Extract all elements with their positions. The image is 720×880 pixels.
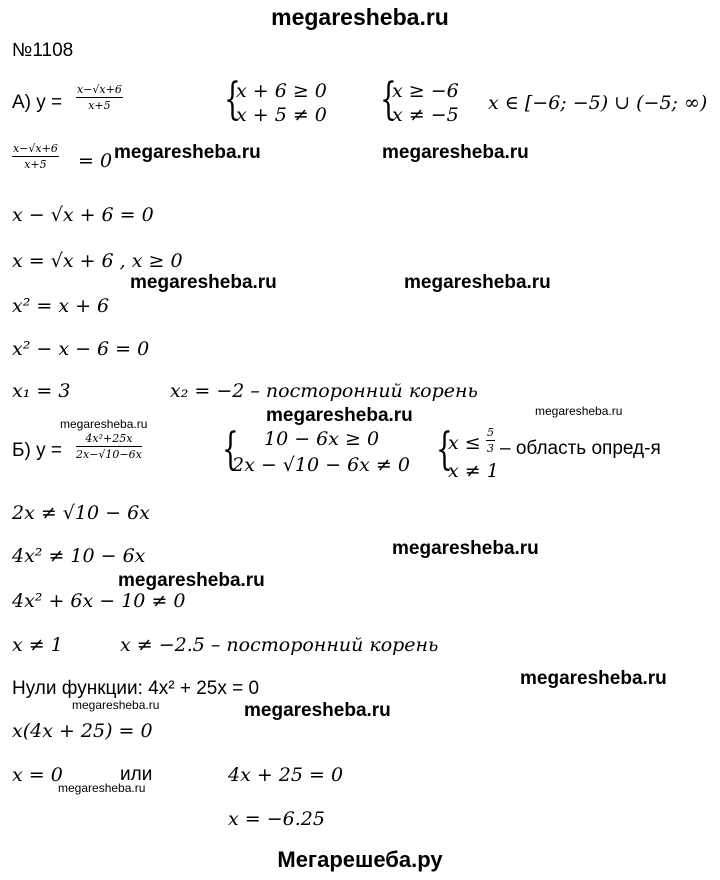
- part-b-zero2: 4x + 25 = 0: [228, 764, 344, 786]
- part-a-eq-num: x−√x+6: [13, 142, 58, 155]
- part-a-step2: x = √x + 6 , x ≥ 0: [12, 250, 183, 272]
- part-b-zero3: x = −6.25: [228, 808, 325, 830]
- part-a-frac-num: x−√x+6: [77, 83, 122, 96]
- part-b-system1-line1: 10 − 6x ≥ 0: [264, 428, 380, 450]
- watermark: megaresheba.ru: [244, 700, 391, 721]
- part-a-system2-brace: {: [380, 74, 397, 125]
- part-b-zero1: x = 0: [12, 764, 63, 786]
- part-a-domain: x ∈ [−6; −5) ∪ (−5; ∞): [488, 92, 708, 114]
- part-b-system1-brace: {: [222, 424, 239, 475]
- part-b-root2: x ≠ −2.5 – посторонний корень: [120, 634, 439, 656]
- watermark: megaresheba.ru: [382, 142, 529, 163]
- part-b-fraction: [76, 432, 142, 461]
- part-a-eq-fraction: [12, 142, 59, 171]
- part-a-system1-line2: x + 5 ≠ 0: [236, 104, 327, 126]
- part-b-system2-line1: [448, 432, 481, 454]
- part-b-system2-fraction: [486, 426, 495, 455]
- watermark: megaresheba.ru: [266, 405, 413, 426]
- part-a-frac-den: x+5: [88, 99, 111, 112]
- watermark: megaresheba.ru: [535, 404, 623, 418]
- part-a-eq-rhs: = 0: [78, 150, 113, 172]
- footer-site-title: Мегарешеба.ру: [277, 847, 443, 872]
- part-a-step3: x² = x + 6: [12, 295, 110, 317]
- part-a-system2-line1: x ≥ −6: [392, 80, 459, 102]
- watermark: megaresheba.ru: [118, 570, 265, 591]
- part-b-step1: 2x ≠ √10 − 6x: [12, 502, 150, 524]
- part-a-fraction: [76, 83, 123, 112]
- part-a-system2-line2: x ≠ −5: [392, 104, 459, 126]
- watermark: megaresheba.ru: [58, 781, 146, 795]
- part-b-root1: x ≠ 1: [12, 634, 63, 656]
- part-b-system2-b: x ≠ 1: [448, 460, 499, 482]
- watermark: megaresheba.ru: [72, 698, 160, 712]
- part-a-root2: x₂ = −2 – посторонний корень: [170, 380, 478, 402]
- part-a-label: А) y =: [12, 92, 63, 113]
- part-b-system1-line2: 2x − √10 − 6x ≠ 0: [232, 454, 410, 476]
- part-b-system2-frac-num: 5: [487, 426, 494, 439]
- problem-number: №1108: [12, 40, 74, 61]
- part-a-system1-brace: {: [224, 74, 241, 125]
- part-b-system2-note: – область опред-я: [500, 438, 661, 459]
- part-b-or: или: [120, 764, 153, 785]
- part-b-zeros-label: Нули функции: 4x² + 25x = 0: [12, 678, 260, 699]
- part-a-root1: x₁ = 3: [12, 380, 71, 402]
- part-b-system2-brace: {: [436, 424, 453, 475]
- part-b-frac-num: 4x²+25x: [76, 432, 142, 447]
- part-b-step3: 4x² + 6x − 10 ≠ 0: [12, 590, 186, 612]
- part-b-system2-a: x ≤: [448, 432, 481, 454]
- part-b-label: Б) y =: [12, 440, 62, 461]
- part-b-step2: 4x² ≠ 10 − 6x: [12, 545, 146, 567]
- part-a-step1: x − √x + 6 = 0: [12, 204, 154, 226]
- watermark: megaresheba.ru: [392, 538, 539, 559]
- watermark: megaresheba.ru: [60, 417, 148, 431]
- part-a-step4: x² − x − 6 = 0: [12, 338, 150, 360]
- watermark: megaresheba.ru: [114, 142, 261, 163]
- part-b-factored: x(4x + 25) = 0: [12, 720, 153, 742]
- part-b-frac-den: 2x−√10−6x: [76, 448, 142, 461]
- watermark: megaresheba.ru: [404, 272, 551, 293]
- watermark: megaresheba.ru: [130, 272, 277, 293]
- part-b-system2-frac-den: 3: [487, 442, 494, 455]
- part-a-eq-den: x+5: [24, 158, 47, 171]
- watermark: megaresheba.ru: [520, 668, 667, 689]
- part-a-system1-line1: x + 6 ≥ 0: [236, 80, 327, 102]
- header-site-title: megaresheba.ru: [271, 4, 449, 30]
